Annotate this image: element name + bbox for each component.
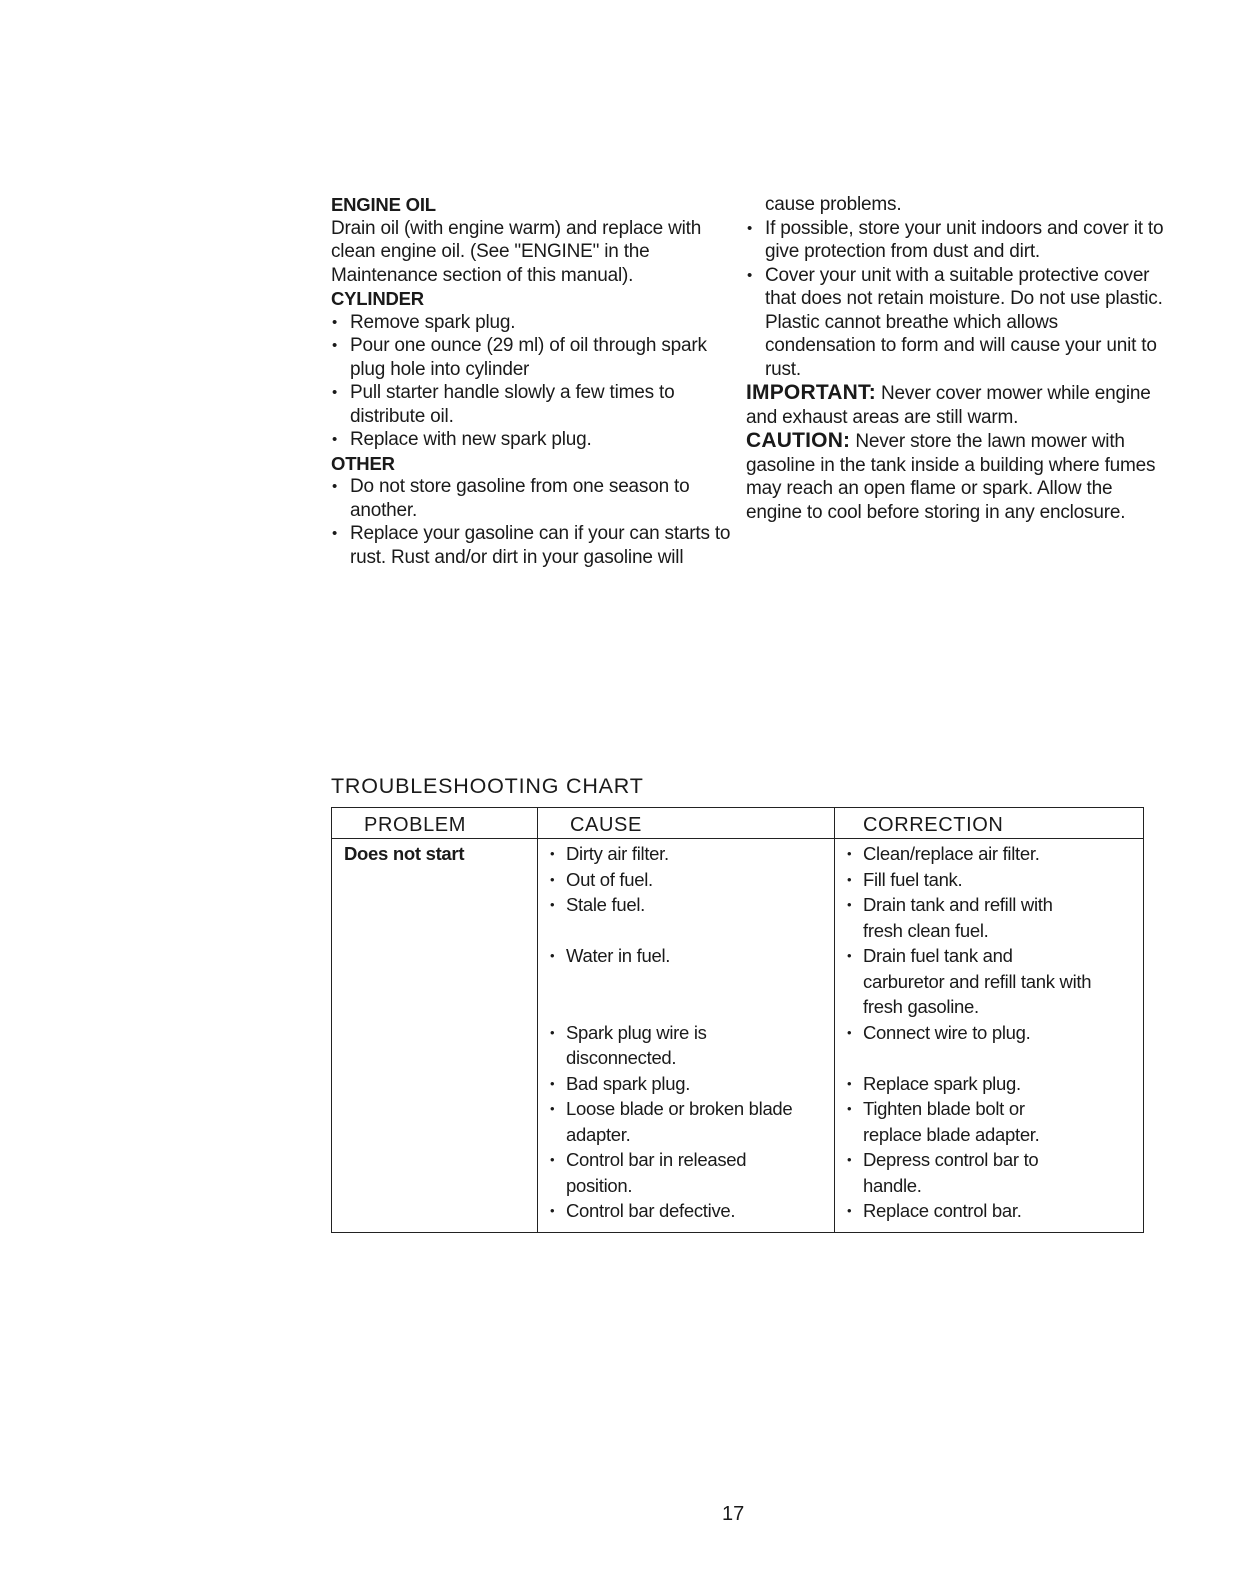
- cause-item: • Water in fuel.: [550, 943, 830, 969]
- correction-item: • Connect wire to plug.: [847, 1020, 1139, 1046]
- caution-note: [746, 429, 1166, 524]
- important-note: [746, 381, 1166, 429]
- list-item: • Cover your unit with a suitable protective cover that does not retain moisture. Do not use plastic. Plastic cannot breathe which allows condensation to form and will cause your unit to rust.: [746, 264, 1166, 382]
- engine-oil-text: Drain oil (with engine warm) and replace with clean engine oil. (See "ENGINE" in the Maintenance section of this manual).: [331, 217, 702, 286]
- cause-spacer: [550, 969, 830, 1020]
- continuation-text: cause problems.: [765, 194, 902, 215]
- list-item: • Replace your gasoline can if your can starts to rust. Rust and/or dirt in your gasoline will: [331, 522, 731, 569]
- troubleshooting-table: [331, 807, 1144, 1233]
- list-item: • Replace with new spark plug.: [331, 428, 731, 452]
- storage-list: [746, 217, 1166, 382]
- correction-item: • Drain tank and refill with fresh clean fuel.: [847, 892, 1083, 943]
- cause-item: • Out of fuel.: [550, 867, 830, 893]
- other-heading: OTHER: [331, 452, 395, 474]
- cause-item: • Stale fuel.: [550, 892, 830, 918]
- cause-item: • Bad spark plug.: [550, 1071, 830, 1097]
- correction-spacer: [847, 1045, 1139, 1071]
- important-text: Never cover mower while engine and exhaust areas are still warm.: [746, 383, 1151, 428]
- correction-item: • Depress control bar to handle.: [847, 1147, 1078, 1198]
- table-row: [332, 839, 1144, 1233]
- storage-right-column: [746, 193, 1166, 524]
- cause-cell: [538, 839, 835, 1233]
- cylinder-heading: CYLINDER: [331, 288, 424, 309]
- cause-item: • Control bar defective.: [550, 1198, 830, 1224]
- cause-item: • Dirty air filter.: [550, 841, 830, 867]
- cause-list: [550, 841, 830, 1224]
- list-item: • Remove spark plug.: [331, 311, 731, 335]
- correction-item: • Drain fuel tank and carburetor and refill tank with fresh gasoline.: [847, 943, 1093, 1020]
- cause-item: • Control bar in released position.: [550, 1147, 786, 1198]
- correction-item: • Fill fuel tank.: [847, 867, 1139, 893]
- correction-item: • Replace spark plug.: [847, 1071, 1139, 1097]
- correction-list: [847, 841, 1139, 1224]
- correction-item: • Tighten blade bolt or replace blade adapter.: [847, 1096, 1073, 1147]
- table-header-row: [332, 808, 1144, 839]
- storage-left-column: [331, 193, 731, 569]
- correction-cell: [835, 839, 1144, 1233]
- troubleshooting-title: TROUBLESHOOTING CHART: [331, 774, 644, 798]
- important-label: IMPORTANT:: [746, 381, 876, 404]
- cause-spacer: [550, 918, 830, 944]
- header-cause: CAUSE: [538, 808, 835, 839]
- cylinder-list: [331, 311, 731, 452]
- page-number: 17: [722, 1503, 745, 1525]
- cause-item: • Spark plug wire is disconnected.: [550, 1020, 786, 1071]
- correction-item: • Replace control bar.: [847, 1198, 1139, 1224]
- problem-cell: Does not start: [332, 839, 538, 1233]
- caution-text: Never store the lawn mower with gasoline in the tank inside a building where fumes may reach an open flame or spark. Allow the engine to cool before storing in any enclosure.: [746, 431, 1156, 523]
- list-item: • Pull starter handle slowly a few times to distribute oil.: [331, 381, 731, 428]
- header-problem: PROBLEM: [332, 808, 538, 839]
- cause-item: • Loose blade or broken blade adapter.: [550, 1096, 826, 1147]
- list-item: • If possible, store your unit indoors and cover it to give protection from dust and dirt.: [746, 217, 1166, 264]
- list-item: • Pour one ounce (29 ml) of oil through spark plug hole into cylinder: [331, 334, 731, 381]
- other-list: [331, 475, 731, 569]
- engine-oil-heading: ENGINE OIL: [331, 194, 436, 215]
- list-item: • Do not store gasoline from one season to another.: [331, 475, 731, 522]
- correction-item: • Clean/replace air filter.: [847, 841, 1139, 867]
- caution-label: CAUTION:: [746, 429, 851, 452]
- header-correction: CORRECTION: [835, 808, 1144, 839]
